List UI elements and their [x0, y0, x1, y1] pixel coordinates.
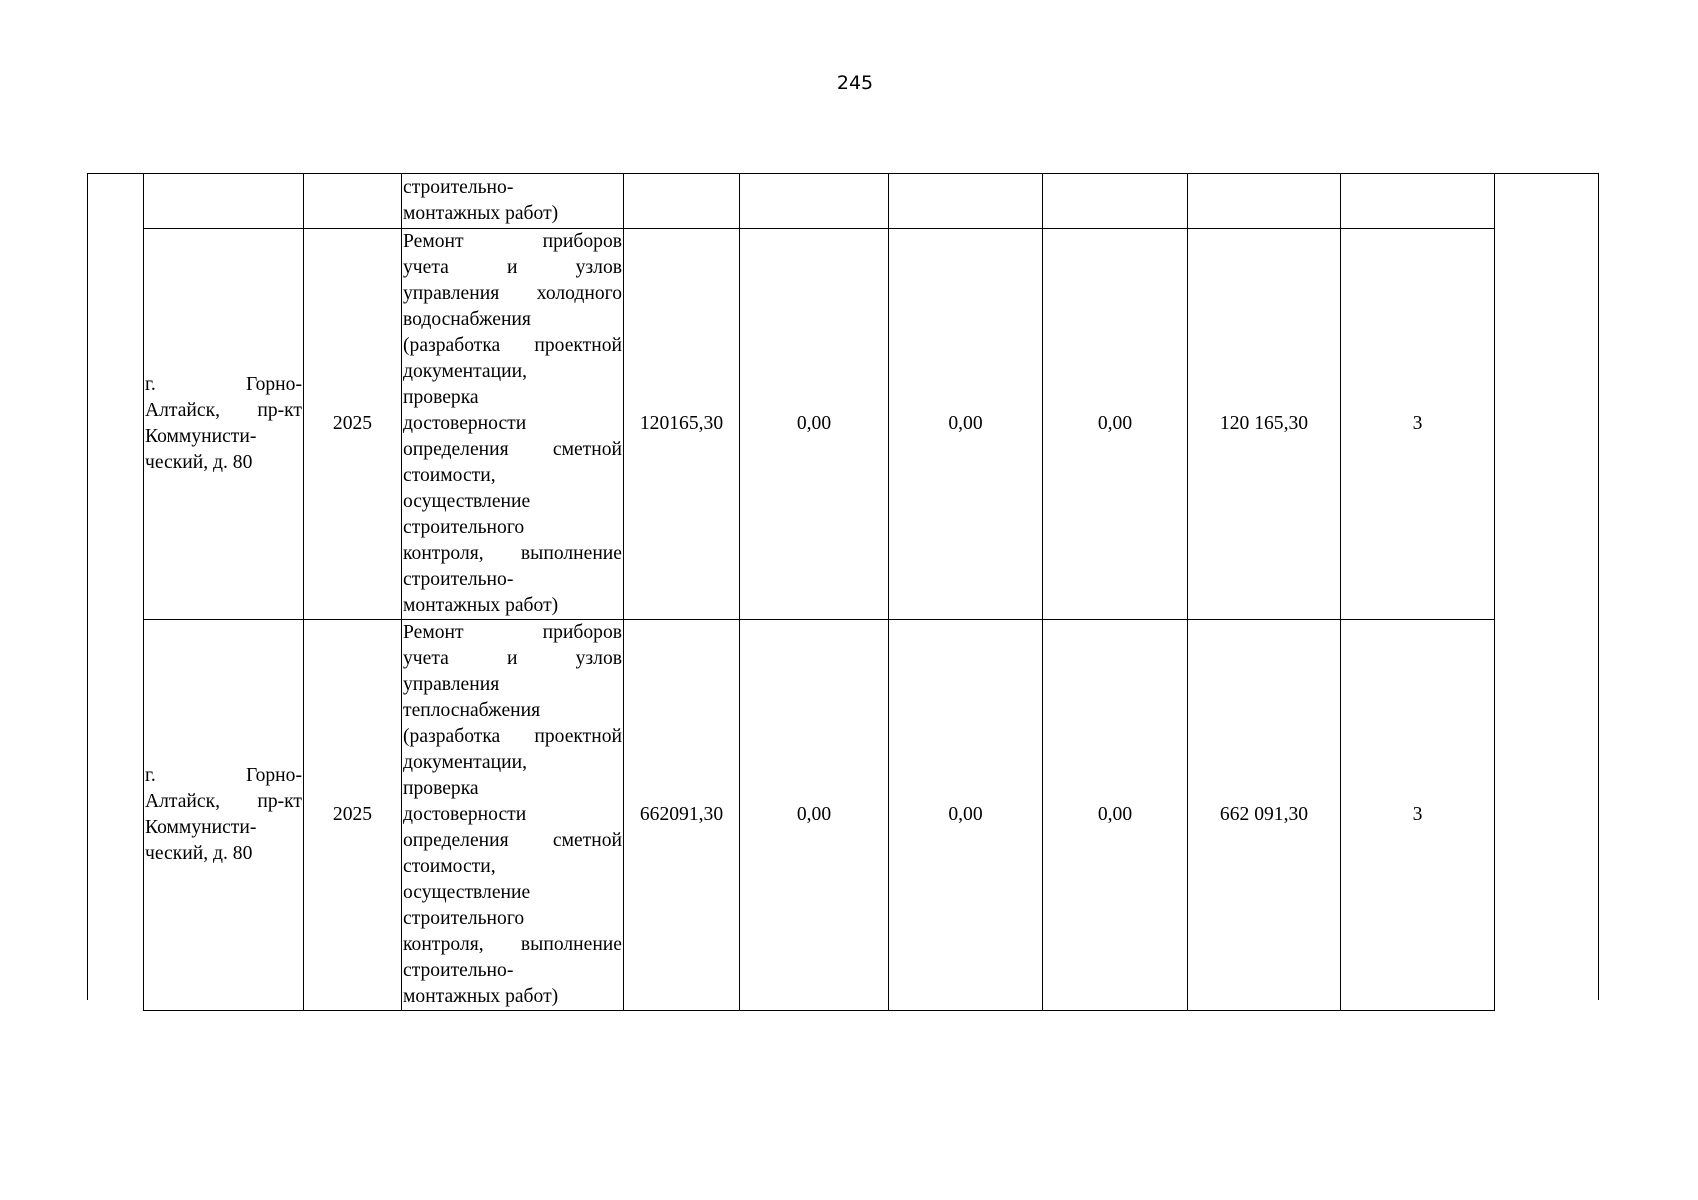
cell-total: 662 091,30: [1188, 620, 1341, 1011]
cell-col7: 0,00: [1043, 229, 1188, 620]
cell-cost: 120165,30: [624, 229, 740, 620]
work-line: строительно-: [403, 177, 514, 198]
work-line: водоснабжения: [403, 309, 531, 330]
cell-cost: [624, 174, 740, 229]
work-line: теплоснабжения: [403, 700, 541, 721]
work-line: контроля, выполнение: [403, 543, 622, 564]
work-line: определения сметной: [403, 830, 622, 851]
work-line: учета и узлов: [403, 257, 622, 278]
cell-col5: [740, 174, 889, 229]
work-line: контроля, выполнение: [403, 934, 622, 955]
table-row: [144, 620, 1495, 1011]
work-line: монтажных работ): [403, 203, 559, 224]
address-line: ческий, д. 80: [145, 452, 253, 473]
work-line: строительно-: [403, 960, 514, 981]
works-table: [143, 173, 1495, 1011]
outer-frame-top-left-border: [87, 173, 143, 174]
cell-col6: 0,00: [889, 229, 1043, 620]
address-line: Алтайск, пр-кт: [145, 400, 302, 421]
work-line: проверка: [403, 387, 479, 408]
work-line: монтажных работ): [403, 595, 559, 616]
cell-col5: 0,00: [740, 229, 889, 620]
work-line: строительного: [403, 908, 525, 929]
cell-code: [1341, 174, 1495, 229]
cell-cost: 662091,30: [624, 620, 740, 1011]
work-line: Ремонт приборов: [403, 231, 622, 252]
cell-col6: 0,00: [889, 620, 1043, 1011]
address-line: Коммунисти-: [145, 817, 257, 838]
cell-year: 2025: [304, 620, 402, 1011]
work-line: достоверности: [403, 413, 527, 434]
cell-address: [144, 229, 304, 620]
work-line: стоимости,: [403, 856, 496, 877]
work-line: строительного: [403, 517, 525, 538]
work-line: монтажных работ): [403, 986, 559, 1007]
address-line: г. Горно-: [145, 374, 302, 395]
outer-frame-left-border: [87, 173, 88, 1000]
cell-work-continued: [402, 174, 624, 229]
cell-year: 2025: [304, 229, 402, 620]
work-line: управления: [403, 674, 500, 695]
cell-code: 3: [1341, 229, 1495, 620]
work-line: достоверности: [403, 804, 527, 825]
outer-frame-right-border: [1598, 173, 1599, 1000]
cell-total: [1188, 174, 1341, 229]
address-line: Алтайск, пр-кт: [145, 791, 302, 812]
work-line: управления холодного: [403, 283, 622, 304]
work-line: осуществление: [403, 882, 531, 903]
table-row-continued: [144, 174, 1495, 229]
work-line: осуществление: [403, 491, 531, 512]
cell-address: [144, 620, 304, 1011]
address-line: Коммунисти-: [145, 426, 257, 447]
cell-year: [304, 174, 402, 229]
work-line: документации,: [403, 752, 527, 773]
cell-code: 3: [1341, 620, 1495, 1011]
address-line: г. Горно-: [145, 765, 302, 786]
cell-col7: 0,00: [1043, 620, 1188, 1011]
cell-col6: [889, 174, 1043, 229]
work-line: (разработка проектной: [403, 335, 622, 356]
cell-work: [402, 620, 624, 1011]
cell-col5: 0,00: [740, 620, 889, 1011]
work-line: стоимости,: [403, 465, 496, 486]
work-line: учета и узлов: [403, 648, 622, 669]
work-line: определения сметной: [403, 439, 622, 460]
table-row: [144, 229, 1495, 620]
cell-address: [144, 174, 304, 229]
work-line: (разработка проектной: [403, 726, 622, 747]
work-line: строительно-: [403, 569, 514, 590]
cell-work: [402, 229, 624, 620]
work-line: документации,: [403, 361, 527, 382]
address-line: ческий, д. 80: [145, 843, 253, 864]
cell-col7: [1043, 174, 1188, 229]
work-line: проверка: [403, 778, 479, 799]
page-number: 245: [836, 72, 874, 94]
outer-frame-top-right-border: [1486, 173, 1598, 174]
work-line: Ремонт приборов: [403, 622, 622, 643]
cell-total: 120 165,30: [1188, 229, 1341, 620]
